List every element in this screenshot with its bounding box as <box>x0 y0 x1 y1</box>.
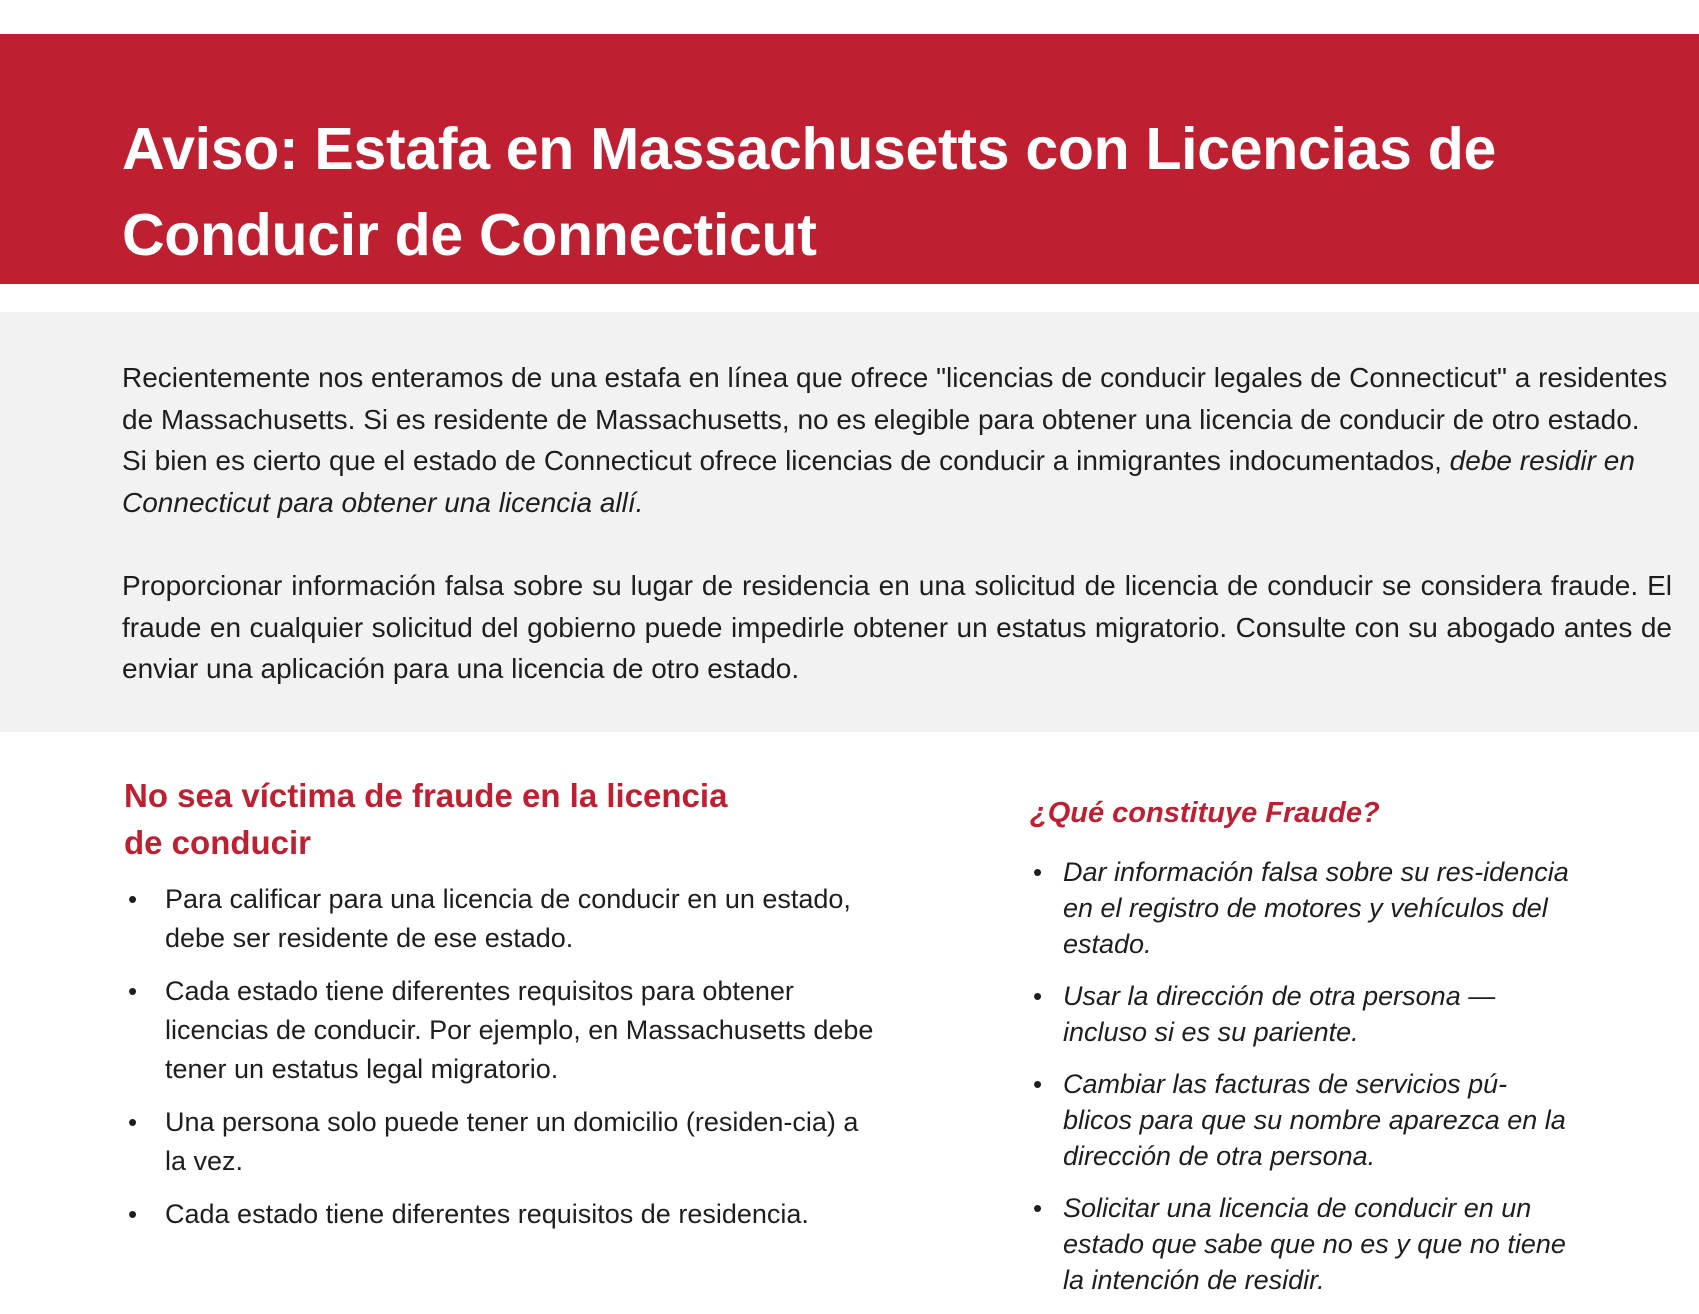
what-is-fraud-heading: ¿Qué constituye Fraude? <box>1030 797 1380 829</box>
list-item: • Cada estado tiene diferentes requisitos para obtener licencias de conducir. Por ejemplo, en Massachusetts debe tener un estatus legal migratorio. <box>124 972 884 1089</box>
list-item: • Cada estado tiene diferentes requisitos de residencia. <box>124 1195 884 1234</box>
intro-section <box>0 312 1699 732</box>
what-is-fraud-list <box>1030 854 1590 1298</box>
list-item: • Usar la dirección de otra persona — incluso si es su pariente. <box>1030 978 1573 1050</box>
list-item: • Solicitar una licencia de conducir en un estado que sabe que no es y que no tiene la intención de residir. <box>1030 1190 1573 1298</box>
fraud-warning-list <box>124 880 884 1234</box>
page-title: Aviso: Estafa en Massachusetts con Licencias de Conducir de Connecticut <box>122 116 1497 268</box>
title-banner <box>0 34 1699 284</box>
list-item: • Una persona solo puede tener un domicilio (residen-cia) a la vez. <box>124 1103 884 1181</box>
list-item: • Para calificar para una licencia de conducir en un estado, debe ser residente de ese estado. <box>124 880 884 958</box>
fraud-warning-heading: No sea víctima de fraude en la licencia de conducir <box>124 777 728 861</box>
what-is-fraud-section <box>1030 793 1590 1314</box>
intro-paragraph-1-text: Recientemente nos enteramos de una estafa en línea que ofrece "licencias de conducir legales de Connecticut" a residentes de Massachusetts. Si es residente de Massachusetts, no es elegible para obtener una licencia de conducir de otro estado. Si bien es cierto que el estado de Connecticut ofrece licencias de conducir a inmigrantes indocumentados, <box>122 362 1668 476</box>
list-item: • Dar información falsa sobre su res-idencia en el registro de motores y vehículos del estado. <box>1030 854 1573 962</box>
list-item: • Cambiar las facturas de servicios pú-blicos para que su nombre aparezca en la dirección de otra persona. <box>1030 1066 1573 1174</box>
fraud-warning-section <box>124 772 884 1248</box>
intro-paragraph-1 <box>122 357 1672 523</box>
intro-paragraph-1-emphasis: debe residir en Connecticut para obtener una licencia allí. <box>122 445 1635 518</box>
intro-paragraph-2: Proporcionar información falsa sobre su lugar de residencia en una solicitud de licencia de conducir se considera fraude. El fraude en cualquier solicitud del gobierno puede impedirle obtener un estatus migratorio. Consulte con su abogado antes de enviar una aplicación para una licencia de otro estado. <box>122 570 1672 684</box>
